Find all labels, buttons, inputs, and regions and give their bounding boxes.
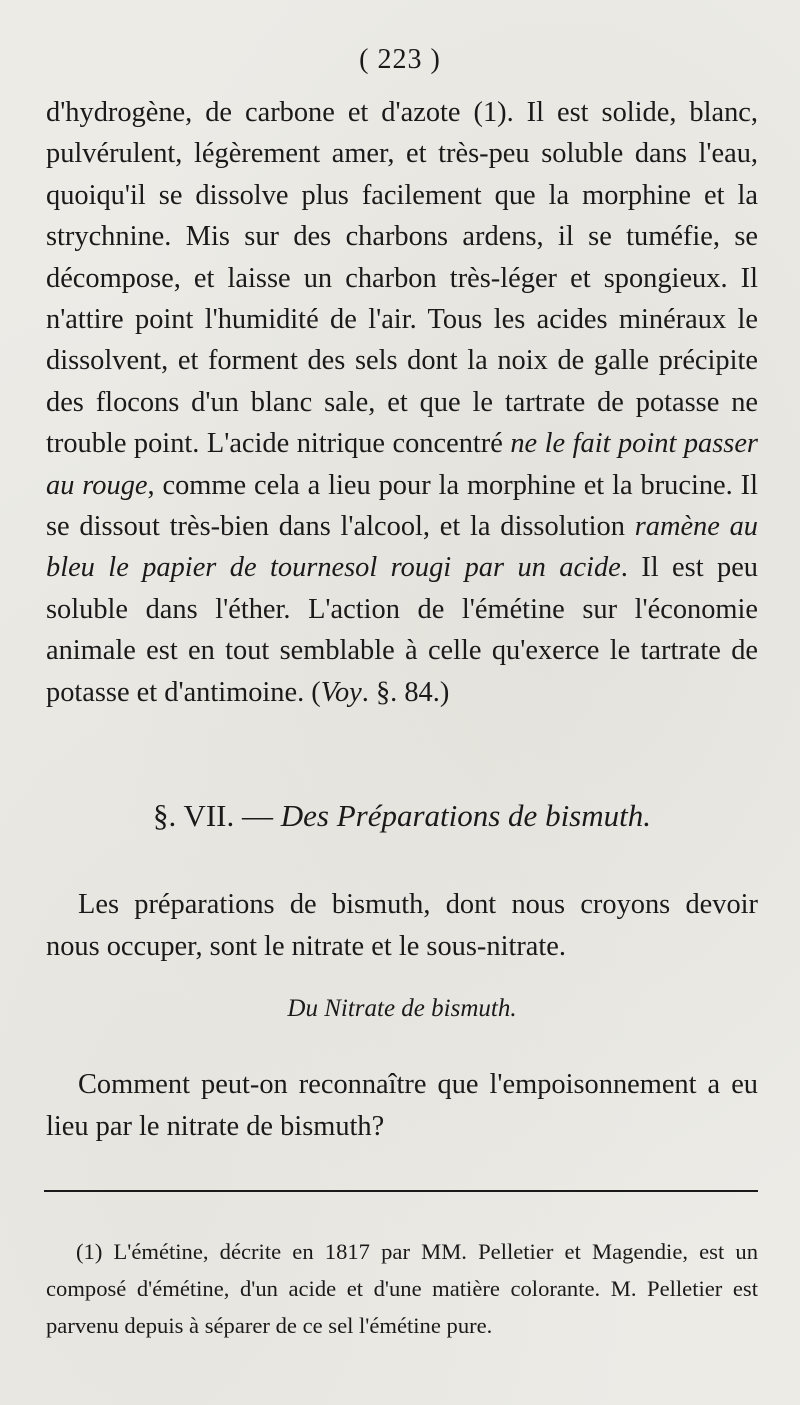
page-number: ( 223 )	[359, 44, 441, 75]
body-paragraph-bismuth: Les préparations de bismuth, dont nous croyons devoir nous occuper, sont le nitrate et le sous-nitrate.	[46, 889, 758, 962]
section-title-text: Des Préparations de bismuth.	[280, 798, 651, 833]
text-run: d'hydrogène, de carbone et d'azote (1). Il est solide, blanc, pulvérulent, légèrement amer, et très-peu soluble dans l'eau, quoiqu'il se dissolve plus facilement que la morphine et la strychnine. Mis sur des charbons ardens, il se tuméfie, se décompose, et laisse un charbon très-léger et spongieux. Il n'attire point l'humidité de l'air. Tous les acides minéraux le dissolvent, et forment des sels dont la noix de galle précipite des flocons d'un blanc sale, et que le tartrate de potasse ne trouble point. L'acide nitrique concentré	[46, 97, 758, 460]
paragraph-text	[46, 92, 758, 713]
section-number: §. VII. —	[153, 798, 281, 833]
text-run: , comme cela a lieu pour la morphine et la brucine. Il se dissout très-bien dans l'alcool, et la dissolution	[46, 469, 758, 543]
italic-run: ne le fait point passer au rouge	[46, 428, 758, 501]
subheading: Du Nitrate de bismuth.	[287, 995, 517, 1022]
footnote: (1) L'émétine, décrite en 1817 par MM. Pelletier et Magendie, est un composé d'émétine, d'un acide et d'une matière colorante. M. Pelletier est parvenu depuis à séparer de ce sel l'émétine pure.	[46, 1239, 758, 1338]
text-run: . §. 84.)	[361, 676, 450, 708]
text-run: . Il est peu soluble dans l'éther. L'action de l'émétine sur l'économie animale est en tout semblable à celle qu'exerce le tartrate de potasse et d'antimoine. (	[46, 552, 759, 708]
italic-run: ramène au bleu le papier de tournesol rougi par un acide	[46, 511, 759, 584]
question-paragraph: Comment peut-on reconnaître que l'empoisonnement a eu lieu par le nitrate de bismuth?	[46, 1069, 758, 1142]
footnote-divider	[44, 1190, 758, 1192]
italic-run: Voy	[320, 676, 362, 708]
section-heading	[46, 798, 758, 834]
body-paragraph-emetine	[46, 92, 758, 713]
